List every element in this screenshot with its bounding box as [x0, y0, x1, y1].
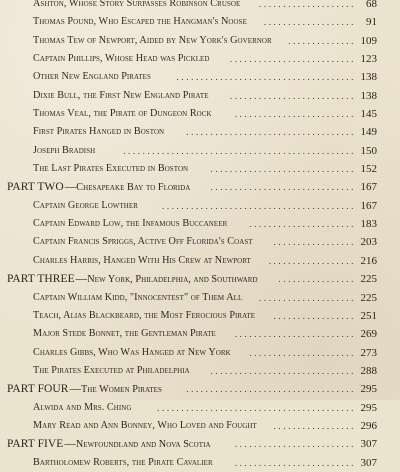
part-label: PART THREE [7, 273, 75, 286]
toc-entry [0, 399, 400, 417]
toc-entry [0, 123, 400, 141]
dot-leader: ................................................ [123, 145, 356, 156]
dot-leader: .............................. [210, 365, 356, 376]
page-number: 183 [360, 218, 377, 231]
page-number: 251 [360, 309, 377, 322]
toc-entry [0, 289, 400, 307]
toc-part-heading [0, 270, 400, 288]
page-number: 123 [360, 53, 377, 66]
entry-title: Other New England Pirates [33, 71, 151, 83]
entry-title: Thomas Veal, the Pirate of Dungeon Rock [33, 108, 212, 120]
toc-part-heading [0, 435, 400, 453]
entry-title: Charles Gibbs, Who Was Hanged at New York [33, 346, 231, 358]
toc-entry [0, 307, 400, 325]
toc-entry [0, 50, 400, 68]
toc-entry [0, 252, 400, 270]
toc-entry [0, 142, 400, 160]
part-label: PART FOUR [7, 383, 69, 396]
entry-title: Ashton, Whose Story Surpasses Robinson Crusoe [33, 0, 241, 9]
dot-leader: .......................... [229, 90, 356, 101]
page-number: 145 [360, 108, 377, 121]
part-heading-text [7, 380, 162, 399]
dot-leader: ................................... [186, 384, 356, 395]
toc-entry [0, 233, 400, 251]
entry-title: Bartholomew Roberts, the Pirate Cavalier [33, 456, 213, 468]
page-number: 295 [360, 401, 377, 414]
page-number: 216 [360, 254, 377, 267]
toc-entry [0, 32, 400, 50]
entry-title: The Last Pirates Executed in Boston [33, 163, 189, 175]
page-number: 150 [360, 144, 377, 157]
entry-title: Captain George Lowther [33, 199, 138, 211]
part-subtitle: The Women Pirates [81, 384, 162, 396]
part-dash: — [75, 273, 88, 286]
entry-title: Thomas Pound, Who Escaped the Hangman's Noose [33, 16, 247, 28]
entry-title: Captain Phillips, Whose Head was Pickled [33, 53, 210, 65]
toc-entry [0, 0, 400, 13]
page-number: 68 [366, 0, 377, 10]
page-number: 109 [360, 34, 377, 47]
dot-leader: ................. [273, 310, 356, 321]
toc-entry [0, 105, 400, 123]
entry-title: Captain William Kidd, "Innocentest" of Them All [33, 291, 243, 303]
page-number: 288 [360, 364, 377, 377]
dot-leader: .............................. [210, 164, 356, 175]
toc-entry [0, 160, 400, 178]
dot-leader: ..................................... [176, 72, 356, 83]
page-number: 152 [360, 163, 377, 176]
page-number: 138 [360, 89, 377, 102]
dot-leader: .................... [259, 292, 356, 303]
entry-title: Charles Harris, Hanged With His Crew at Newport [33, 254, 251, 266]
toc-entry [0, 325, 400, 343]
dot-leader: ......................... [234, 457, 356, 468]
entry-title: Mary Read and Ann Bonney, Who Loved and Fought [33, 419, 257, 431]
part-subtitle: New York, Philadelphia, and Southward [87, 274, 258, 286]
page-number: 296 [360, 419, 377, 432]
toc-entry [0, 197, 400, 215]
page-number: 203 [360, 236, 377, 249]
toc-part-heading [0, 178, 400, 196]
toc-entry [0, 215, 400, 233]
page-number: 295 [360, 383, 377, 396]
dot-leader: .............................. [210, 182, 356, 193]
dot-leader: ................. [273, 237, 356, 248]
page-number: 307 [360, 456, 377, 469]
page-number: 225 [360, 273, 377, 286]
page-number: 167 [360, 199, 377, 212]
entry-title: Dixie Bull, the First New England Pirate [33, 89, 209, 101]
toc-part-heading [0, 380, 400, 398]
dot-leader: ................ [278, 274, 356, 285]
part-dash: — [64, 438, 76, 451]
toc-entry [0, 13, 400, 31]
entry-title: Thomas Tew of Newport, Aided by New York's Governor [33, 34, 272, 46]
page-number: 307 [360, 438, 377, 451]
entry-title: The Pirates Executed at Philadelphia [33, 364, 190, 376]
toc-entry [0, 362, 400, 380]
dot-leader: ...................... [249, 347, 356, 358]
entry-title: First Pirates Hanged in Boston [33, 126, 165, 138]
page-number: 269 [360, 328, 377, 341]
part-subtitle: Newfoundland and Nova Scotia [75, 439, 211, 451]
entry-title: Captain Francis Spriggs, Active Off Florida's Coast [33, 236, 253, 248]
page-number: 138 [360, 71, 377, 84]
toc-entry [0, 344, 400, 362]
dot-leader: .......................... [229, 54, 356, 65]
part-heading-text [7, 178, 190, 197]
entry-title: Captain Edward Low, the Infamous Buccaneer [33, 218, 228, 230]
page-number: 91 [366, 16, 377, 29]
page-number: 149 [360, 126, 377, 139]
part-label: PART FIVE [7, 438, 64, 451]
dot-leader: .................... [259, 0, 356, 9]
page-number: 167 [360, 181, 377, 194]
part-label: PART TWO [7, 181, 64, 194]
dot-leader: ......................... [234, 329, 356, 340]
dot-leader: ......................... [234, 109, 356, 120]
entry-title: Joseph Bradish [33, 144, 96, 156]
dot-leader: .............. [288, 35, 356, 46]
dot-leader: ......................... [234, 439, 356, 450]
entry-title: Major Stede Bonnet, the Gentleman Pirate [33, 328, 216, 340]
part-subtitle: Chesapeake Bay to Florida [76, 182, 191, 194]
entry-title: Alwida and Mrs. Ching [33, 401, 132, 413]
toc-entry [0, 68, 400, 86]
page-number: 273 [360, 346, 377, 359]
dot-leader: ................... [263, 17, 356, 28]
dot-leader: ................................... [186, 127, 356, 138]
entry-title: Teach, Alias Blackbeard, the Most Ferocious Pirate [33, 309, 256, 321]
page-number: 225 [360, 291, 377, 304]
dot-leader: ...................... [249, 219, 356, 230]
toc-entry [0, 417, 400, 435]
dot-leader: .................. [268, 255, 356, 266]
part-heading-text [7, 435, 211, 454]
toc-entry [0, 454, 400, 472]
dot-leader: ................. [273, 420, 356, 431]
part-dash: — [69, 383, 82, 396]
part-dash: — [64, 181, 77, 194]
dot-leader: ......................................... [157, 402, 356, 413]
dot-leader: ........................................ [162, 200, 356, 211]
part-heading-text [7, 270, 258, 289]
toc-entry [0, 87, 400, 105]
